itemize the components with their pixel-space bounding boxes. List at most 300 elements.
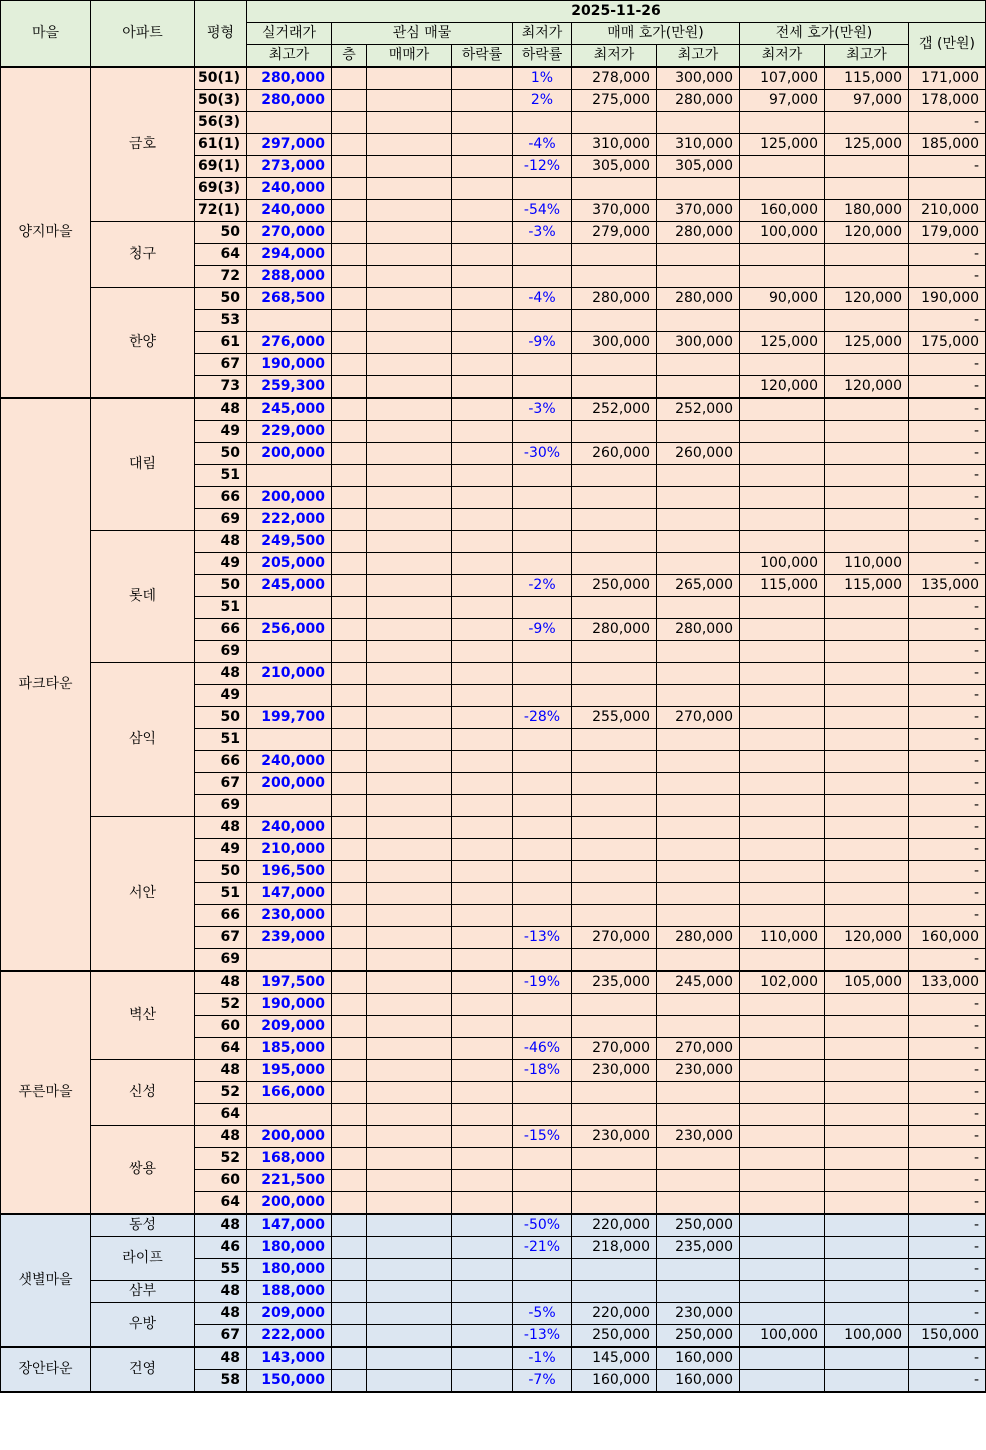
jeonse-max-cell (825, 178, 909, 200)
drop-rate-cell (452, 178, 513, 200)
drop-rate-cell (452, 1170, 513, 1192)
sale-min-cell: 250,000 (572, 575, 657, 597)
jeonse-min-cell (740, 1237, 825, 1259)
floor-cell (332, 178, 367, 200)
sale-price-cell (367, 663, 452, 685)
jeonse-max-cell (825, 354, 909, 376)
jeonse-max-cell (825, 597, 909, 619)
drop-rate-cell (452, 1082, 513, 1104)
min-drop-cell (513, 1104, 572, 1126)
sale-max-cell: 230,000 (657, 1303, 740, 1325)
min-drop-cell (513, 597, 572, 619)
sale-price-cell (367, 883, 452, 905)
jeonse-max-cell (825, 1370, 909, 1393)
gap-cell: - (909, 839, 986, 861)
floor-cell (332, 1259, 367, 1281)
gap-cell: 150,000 (909, 1325, 986, 1348)
drop-rate-cell (452, 971, 513, 994)
sale-price-cell (367, 1082, 452, 1104)
size-cell: 72 (195, 266, 247, 288)
gap-cell (909, 178, 986, 200)
size-cell: 67 (195, 354, 247, 376)
jeonse-min-cell (740, 1303, 825, 1325)
jeonse-max-cell (825, 1060, 909, 1082)
real-deal-price-cell: 185,000 (247, 1038, 332, 1060)
min-drop-cell: -1% (513, 1347, 572, 1370)
min-drop-cell: -9% (513, 332, 572, 354)
drop-rate-cell (452, 795, 513, 817)
drop-rate-cell (452, 905, 513, 927)
sale-price-cell (367, 1104, 452, 1126)
jeonse-max-cell (825, 949, 909, 972)
size-cell: 67 (195, 773, 247, 795)
table-row (1, 971, 986, 994)
min-drop-cell (513, 861, 572, 883)
drop-rate-cell (452, 310, 513, 332)
gap-cell: - (909, 244, 986, 266)
jeonse-min-cell (740, 773, 825, 795)
sale-max-cell: 300,000 (657, 332, 740, 354)
min-drop-cell: 2% (513, 90, 572, 112)
min-drop-cell: -30% (513, 443, 572, 465)
real-deal-price-cell: 166,000 (247, 1082, 332, 1104)
sale-max-cell: 310,000 (657, 134, 740, 156)
sale-min-cell (572, 112, 657, 134)
min-drop-cell (513, 244, 572, 266)
real-deal-price-cell: 209,000 (247, 1016, 332, 1038)
min-drop-cell (513, 310, 572, 332)
header-min-top: 최저가 (513, 23, 572, 45)
header-size: 평형 (195, 1, 247, 68)
jeonse-max-cell: 97,000 (825, 90, 909, 112)
sale-price-cell (367, 685, 452, 707)
jeonse-min-cell (740, 949, 825, 972)
real-deal-price-cell: 199,700 (247, 707, 332, 729)
jeonse-max-cell (825, 509, 909, 531)
header-drop-rate: 하락률 (452, 45, 513, 68)
real-deal-price-cell: 259,300 (247, 376, 332, 399)
gap-cell: - (909, 398, 986, 421)
sale-price-cell (367, 553, 452, 575)
min-drop-cell: -12% (513, 156, 572, 178)
sale-min-cell: 145,000 (572, 1347, 657, 1370)
floor-cell (332, 332, 367, 354)
sale-max-cell: 280,000 (657, 222, 740, 244)
header-min-bottom: 하락률 (513, 45, 572, 68)
floor-cell (332, 90, 367, 112)
sale-price-cell (367, 1038, 452, 1060)
header-village: 마을 (1, 1, 91, 68)
gap-cell: - (909, 531, 986, 553)
real-deal-price-cell: 221,500 (247, 1170, 332, 1192)
min-drop-cell (513, 1170, 572, 1192)
jeonse-min-cell (740, 465, 825, 487)
jeonse-max-cell (825, 883, 909, 905)
header-date: 2025-11-26 (247, 1, 986, 23)
sale-max-cell (657, 266, 740, 288)
floor-cell (332, 641, 367, 663)
jeonse-min-cell: 120,000 (740, 376, 825, 399)
jeonse-min-cell (740, 1214, 825, 1237)
drop-rate-cell (452, 751, 513, 773)
sale-min-cell (572, 751, 657, 773)
apartment-name: 건영 (91, 1347, 195, 1392)
jeonse-max-cell: 110,000 (825, 553, 909, 575)
size-cell: 48 (195, 1281, 247, 1303)
jeonse-max-cell (825, 751, 909, 773)
gap-cell: - (909, 1347, 986, 1370)
floor-cell (332, 1303, 367, 1325)
real-deal-price-cell: 147,000 (247, 1214, 332, 1237)
real-deal-price-cell: 240,000 (247, 200, 332, 222)
sale-min-cell (572, 949, 657, 972)
sale-max-cell (657, 178, 740, 200)
jeonse-min-cell (740, 707, 825, 729)
floor-cell (332, 1192, 367, 1215)
sale-min-cell (572, 244, 657, 266)
drop-rate-cell (452, 244, 513, 266)
sale-max-cell (657, 795, 740, 817)
real-deal-price-cell: 280,000 (247, 67, 332, 90)
jeonse-max-cell (825, 1016, 909, 1038)
drop-rate-cell (452, 1347, 513, 1370)
sale-price-cell (367, 839, 452, 861)
sale-price-cell (367, 795, 452, 817)
floor-cell (332, 751, 367, 773)
gap-cell: - (909, 421, 986, 443)
sale-price-cell (367, 994, 452, 1016)
jeonse-min-cell (740, 421, 825, 443)
gap-cell: 135,000 (909, 575, 986, 597)
sale-price-cell (367, 1325, 452, 1348)
floor-cell (332, 949, 367, 972)
sale-min-cell (572, 663, 657, 685)
jeonse-min-cell: 125,000 (740, 332, 825, 354)
header-floor: 층 (332, 45, 367, 68)
real-deal-price-cell: 288,000 (247, 266, 332, 288)
sale-min-cell (572, 1148, 657, 1170)
table-row (1, 1060, 986, 1082)
min-drop-cell: -28% (513, 707, 572, 729)
gap-cell: - (909, 619, 986, 641)
real-deal-price-cell: 196,500 (247, 861, 332, 883)
sale-max-cell: 245,000 (657, 971, 740, 994)
jeonse-min-cell: 107,000 (740, 67, 825, 90)
sale-max-cell: 230,000 (657, 1126, 740, 1148)
jeonse-min-cell (740, 597, 825, 619)
gap-cell: 133,000 (909, 971, 986, 994)
sale-price-cell (367, 1016, 452, 1038)
size-cell: 50(1) (195, 67, 247, 90)
sale-max-cell (657, 112, 740, 134)
sale-price-cell (367, 487, 452, 509)
real-deal-price-cell: 209,000 (247, 1303, 332, 1325)
jeonse-min-cell (740, 839, 825, 861)
header-real-deal-bottom: 최고가 (247, 45, 332, 68)
gap-cell: - (909, 1170, 986, 1192)
jeonse-min-cell (740, 310, 825, 332)
sale-max-cell (657, 729, 740, 751)
floor-cell (332, 156, 367, 178)
min-drop-cell: -13% (513, 1325, 572, 1348)
drop-rate-cell (452, 1281, 513, 1303)
sale-min-cell (572, 465, 657, 487)
gap-cell: - (909, 1281, 986, 1303)
sale-price-cell (367, 1060, 452, 1082)
size-cell: 66 (195, 905, 247, 927)
sale-min-cell (572, 1170, 657, 1192)
floor-cell (332, 134, 367, 156)
drop-rate-cell (452, 729, 513, 751)
floor-cell (332, 553, 367, 575)
size-cell: 69 (195, 949, 247, 972)
min-drop-cell: -2% (513, 575, 572, 597)
min-drop-cell (513, 773, 572, 795)
sale-min-cell (572, 266, 657, 288)
size-cell: 49 (195, 421, 247, 443)
sale-price-cell (367, 288, 452, 310)
real-deal-price-cell (247, 597, 332, 619)
gap-cell: - (909, 376, 986, 399)
sale-price-cell (367, 597, 452, 619)
sale-price-cell (367, 332, 452, 354)
floor-cell (332, 1237, 367, 1259)
header-interest: 관심 매물 (332, 23, 513, 45)
jeonse-min-cell (740, 1038, 825, 1060)
village-name: 장안타운 (1, 1347, 91, 1392)
jeonse-min-cell: 90,000 (740, 288, 825, 310)
size-cell: 69(3) (195, 178, 247, 200)
size-cell: 67 (195, 1325, 247, 1348)
size-cell: 51 (195, 883, 247, 905)
real-deal-price-cell: 240,000 (247, 178, 332, 200)
sale-max-cell (657, 421, 740, 443)
sale-price-cell (367, 90, 452, 112)
drop-rate-cell (452, 509, 513, 531)
sale-min-cell: 220,000 (572, 1303, 657, 1325)
real-deal-price-cell: 222,000 (247, 509, 332, 531)
jeonse-max-cell (825, 112, 909, 134)
jeonse-max-cell (825, 773, 909, 795)
jeonse-min-cell (740, 994, 825, 1016)
village-name: 양지마을 (1, 67, 91, 398)
sale-max-cell (657, 751, 740, 773)
real-deal-price-cell (247, 685, 332, 707)
drop-rate-cell (452, 1370, 513, 1393)
size-cell: 66 (195, 619, 247, 641)
min-drop-cell: -3% (513, 398, 572, 421)
real-deal-price-cell: 210,000 (247, 839, 332, 861)
jeonse-max-cell: 120,000 (825, 927, 909, 949)
sale-min-cell: 230,000 (572, 1126, 657, 1148)
drop-rate-cell (452, 200, 513, 222)
sale-max-cell (657, 487, 740, 509)
sale-min-cell: 279,000 (572, 222, 657, 244)
size-cell: 60 (195, 1170, 247, 1192)
jeonse-min-cell: 100,000 (740, 553, 825, 575)
floor-cell (332, 861, 367, 883)
jeonse-min-cell (740, 178, 825, 200)
min-drop-cell: -18% (513, 1060, 572, 1082)
min-drop-cell (513, 729, 572, 751)
jeonse-min-cell (740, 487, 825, 509)
gap-cell: 185,000 (909, 134, 986, 156)
jeonse-max-cell (825, 531, 909, 553)
size-cell: 69 (195, 641, 247, 663)
gap-cell: - (909, 465, 986, 487)
real-deal-price-cell: 222,000 (247, 1325, 332, 1348)
apartment-name: 대림 (91, 398, 195, 531)
jeonse-max-cell (825, 619, 909, 641)
jeonse-max-cell (825, 861, 909, 883)
sale-max-cell (657, 1016, 740, 1038)
min-drop-cell: 1% (513, 67, 572, 90)
jeonse-min-cell (740, 443, 825, 465)
sale-max-cell (657, 1192, 740, 1215)
table-row (1, 1303, 986, 1325)
floor-cell (332, 597, 367, 619)
sale-price-cell (367, 1148, 452, 1170)
real-deal-price-cell: 205,000 (247, 553, 332, 575)
drop-rate-cell (452, 1038, 513, 1060)
header-jeonse-low: 최저가 (740, 45, 825, 68)
floor-cell (332, 817, 367, 839)
size-cell: 48 (195, 1060, 247, 1082)
sale-max-cell (657, 1170, 740, 1192)
size-cell: 52 (195, 1148, 247, 1170)
village-name: 샛별마을 (1, 1214, 91, 1347)
floor-cell (332, 1148, 367, 1170)
size-cell: 48 (195, 1303, 247, 1325)
jeonse-min-cell: 110,000 (740, 927, 825, 949)
sale-min-cell (572, 685, 657, 707)
floor-cell (332, 509, 367, 531)
jeonse-min-cell: 100,000 (740, 222, 825, 244)
size-cell: 50 (195, 443, 247, 465)
floor-cell (332, 310, 367, 332)
header-real-deal-top: 실거래가 (247, 23, 332, 45)
floor-cell (332, 773, 367, 795)
size-cell: 48 (195, 531, 247, 553)
drop-rate-cell (452, 641, 513, 663)
real-deal-price-cell: 180,000 (247, 1259, 332, 1281)
drop-rate-cell (452, 707, 513, 729)
drop-rate-cell (452, 288, 513, 310)
gap-cell: - (909, 795, 986, 817)
apartment-name: 라이프 (91, 1237, 195, 1281)
real-deal-price-cell: 200,000 (247, 773, 332, 795)
jeonse-max-cell: 115,000 (825, 67, 909, 90)
sale-max-cell: 270,000 (657, 707, 740, 729)
jeonse-max-cell (825, 729, 909, 751)
sale-price-cell (367, 905, 452, 927)
jeonse-min-cell (740, 266, 825, 288)
drop-rate-cell (452, 1214, 513, 1237)
min-drop-cell (513, 531, 572, 553)
jeonse-max-cell (825, 310, 909, 332)
real-deal-price-cell: 294,000 (247, 244, 332, 266)
sale-price-cell (367, 421, 452, 443)
min-drop-cell: -3% (513, 222, 572, 244)
sale-min-cell: 300,000 (572, 332, 657, 354)
table-row (1, 1214, 986, 1237)
real-deal-price-cell (247, 1104, 332, 1126)
floor-cell (332, 994, 367, 1016)
sale-min-cell: 278,000 (572, 67, 657, 90)
size-cell: 49 (195, 839, 247, 861)
floor-cell (332, 112, 367, 134)
real-deal-price-cell: 230,000 (247, 905, 332, 927)
gap-cell: - (909, 1303, 986, 1325)
jeonse-max-cell (825, 1281, 909, 1303)
sale-price-cell (367, 971, 452, 994)
jeonse-max-cell: 120,000 (825, 376, 909, 399)
jeonse-max-cell: 120,000 (825, 288, 909, 310)
drop-rate-cell (452, 1148, 513, 1170)
size-cell: 48 (195, 1214, 247, 1237)
sale-min-cell (572, 773, 657, 795)
sale-max-cell (657, 1148, 740, 1170)
sale-min-cell (572, 1016, 657, 1038)
sale-max-cell (657, 531, 740, 553)
jeonse-max-cell: 105,000 (825, 971, 909, 994)
apartment-name: 벽산 (91, 971, 195, 1060)
jeonse-min-cell (740, 531, 825, 553)
header-gap: 갭 (만원) (909, 23, 986, 68)
gap-cell: - (909, 1370, 986, 1393)
jeonse-min-cell (740, 751, 825, 773)
sale-min-cell (572, 1104, 657, 1126)
apartment-name: 청구 (91, 222, 195, 288)
min-drop-cell: -46% (513, 1038, 572, 1060)
real-deal-price-cell: 297,000 (247, 134, 332, 156)
sale-min-cell (572, 354, 657, 376)
drop-rate-cell (452, 1016, 513, 1038)
floor-cell (332, 531, 367, 553)
table-row (1, 67, 986, 90)
jeonse-min-cell (740, 1060, 825, 1082)
sale-max-cell (657, 354, 740, 376)
gap-cell: 210,000 (909, 200, 986, 222)
size-cell: 50(3) (195, 90, 247, 112)
sale-price-cell (367, 861, 452, 883)
sale-max-cell: 160,000 (657, 1347, 740, 1370)
gap-cell: - (909, 1192, 986, 1215)
floor-cell (332, 1214, 367, 1237)
drop-rate-cell (452, 134, 513, 156)
real-deal-price-cell: 280,000 (247, 90, 332, 112)
gap-cell: - (909, 112, 986, 134)
jeonse-min-cell (740, 1170, 825, 1192)
sale-min-cell: 370,000 (572, 200, 657, 222)
drop-rate-cell (452, 376, 513, 399)
min-drop-cell (513, 905, 572, 927)
size-cell: 51 (195, 465, 247, 487)
drop-rate-cell (452, 332, 513, 354)
sale-price-cell (367, 222, 452, 244)
sale-max-cell (657, 1082, 740, 1104)
village-name: 파크타운 (1, 398, 91, 971)
sale-min-cell (572, 1259, 657, 1281)
real-deal-price-cell: 200,000 (247, 487, 332, 509)
sale-max-cell (657, 685, 740, 707)
real-deal-price-cell (247, 949, 332, 972)
gap-cell: - (909, 685, 986, 707)
real-deal-price-cell: 200,000 (247, 1192, 332, 1215)
floor-cell (332, 222, 367, 244)
sale-min-cell (572, 553, 657, 575)
size-cell: 61(1) (195, 134, 247, 156)
